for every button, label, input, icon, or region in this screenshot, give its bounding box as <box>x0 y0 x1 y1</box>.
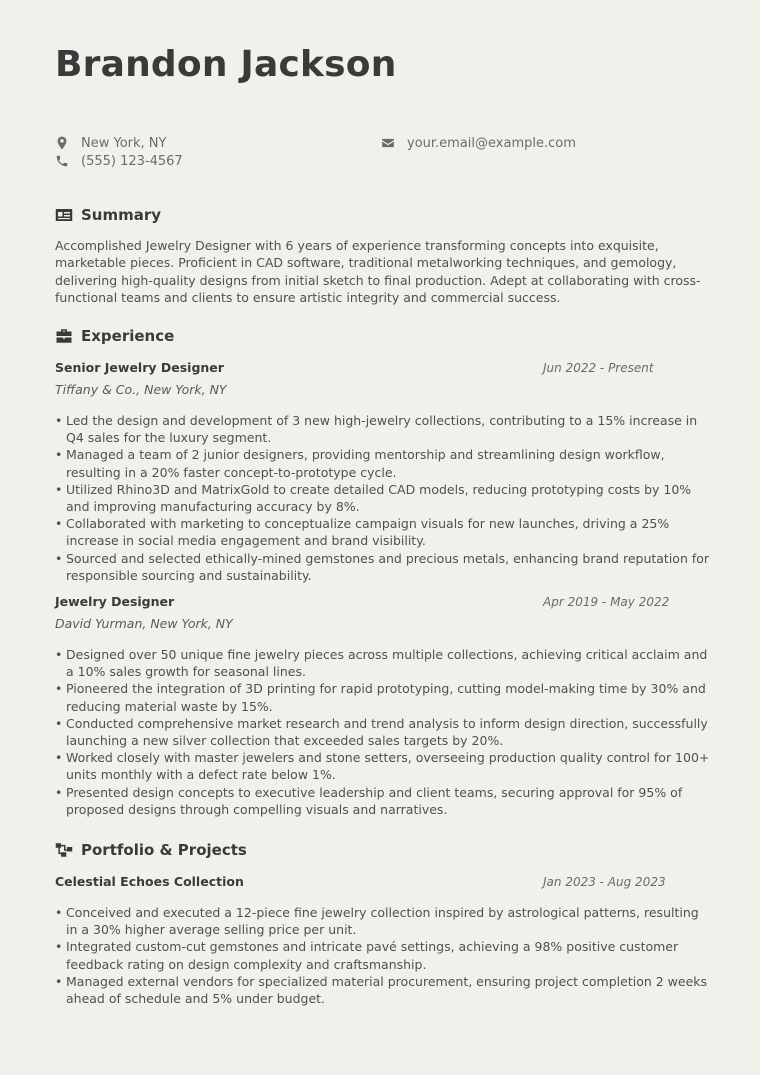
id-card-icon <box>55 207 73 223</box>
summary-heading <box>55 205 161 225</box>
bullet-item: • Utilized Rhino3D and MatrixGold to create detailed CAD models, reducing prototyping costs by 10% and improving manufacturing accuracy by 8%. <box>55 481 710 515</box>
bullet-item: • Designed over 50 unique fine jewelry pieces across multiple collections, achieving critical acclaim and a 10% sales growth for seasonal lines. <box>55 646 710 680</box>
bullet-item: • Conceived and executed a 12-piece fine jewelry collection inspired by astrological patterns, resulting in a 30% higher average selling price per unit. <box>55 904 710 938</box>
job-date: Jun 2022 - Present <box>543 361 654 375</box>
contact-email <box>381 134 576 152</box>
bullet-item: • Integrated custom-cut gemstones and intricate pavé settings, achieving a 98% positive customer feedback rating on design complexity and craftsmanship. <box>55 938 710 972</box>
summary-title: Summary <box>81 206 162 224</box>
bullet-item: • Sourced and selected ethically-mined gemstones and precious metals, enhancing brand reputation for responsible sourcing and sustainability. <box>55 550 710 584</box>
job-title: Jewelry Designer <box>55 594 175 609</box>
candidate-name: Brandon Jackson <box>55 44 397 85</box>
bullet-item: • Conducted comprehensive market research and trend analysis to inform design direction, successfully launching a new silver collection that exceeded sales targets by 20%. <box>55 715 710 749</box>
bullet-item: • Managed a team of 2 junior designers, providing mentorship and streamlining design workflow, resulting in a 20% faster concept-to-prototype cycle. <box>55 446 710 480</box>
job-bullets <box>55 412 710 584</box>
location-text: New York, NY <box>81 135 167 151</box>
phone-text: (555) 123-4567 <box>81 153 183 169</box>
contact-location <box>55 134 166 152</box>
bullet-item: • Presented design concepts to executive leadership and client teams, securing approval for 95% of proposed designs through compelling visuals and narratives. <box>55 784 710 818</box>
bullet-item: • Worked closely with master jewelers and stone setters, overseeing production quality control for 100+ units monthly with a defect rate below 1%. <box>55 749 710 783</box>
bullet-item: • Managed external vendors for specialized material procurement, ensuring project completion 2 weeks ahead of schedule and 5% under budget. <box>55 973 710 1007</box>
contact-phone <box>55 152 183 170</box>
summary-text: Accomplished Jewelry Designer with 6 years of experience transforming concepts into exquisite, marketable pieces. Proficient in CAD software, traditional metalworking techniques, and gemology, delivering high-quality designs from initial sketch to final production. Adept at collaborating with cross-functional teams and clients to ensure artistic integrity and commercial success. <box>55 238 701 306</box>
bullet-item: • Led the design and development of 3 new high-jewelry collections, contributing to a 15% increase in Q4 sales for the luxury segment. <box>55 412 710 446</box>
experience-heading <box>55 326 174 346</box>
experience-title: Experience <box>81 327 175 345</box>
briefcase-icon <box>55 328 73 344</box>
map-pin-icon <box>55 136 69 150</box>
project-bullets <box>55 904 710 1007</box>
project-title: Celestial Echoes Collection <box>55 874 244 889</box>
envelope-icon <box>381 136 395 150</box>
phone-icon <box>55 154 69 168</box>
job-date: Apr 2019 - May 2022 <box>543 595 670 609</box>
email-text[interactable]: your.email@example.com <box>407 135 576 151</box>
project-date: Jan 2023 - Aug 2023 <box>543 875 666 889</box>
portfolio-heading <box>55 840 247 860</box>
job-title: Senior Jewelry Designer <box>55 360 224 375</box>
job-company: David Yurman, New York, NY <box>55 616 233 631</box>
job-company: Tiffany & Co., New York, NY <box>55 382 227 397</box>
job-bullets <box>55 646 710 818</box>
bullet-item: • Collaborated with marketing to conceptualize campaign visuals for new launches, driving a 25% increase in social media engagement and brand visibility. <box>55 515 710 549</box>
bullet-item: • Pioneered the integration of 3D printing for rapid prototyping, cutting model-making time by 30% and reducing material waste by 15%. <box>55 680 710 714</box>
diagram-icon <box>55 842 73 858</box>
portfolio-title: Portfolio & Projects <box>81 841 247 859</box>
